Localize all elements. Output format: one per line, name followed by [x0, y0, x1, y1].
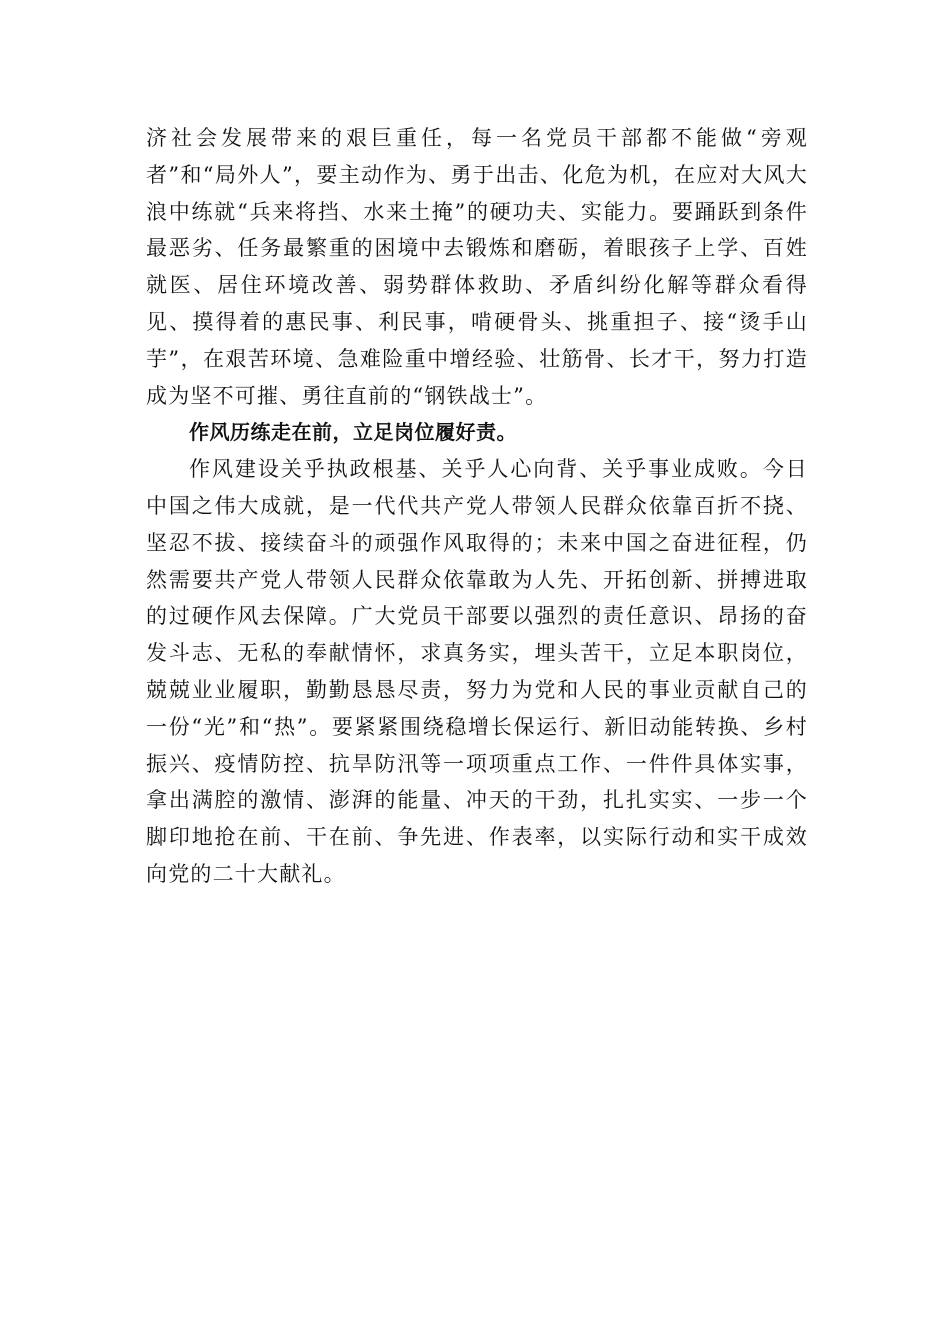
- section-heading: 作风历练走在前，立足岗位履好责。: [189, 420, 517, 445]
- paragraph-body: 作风建设关乎执政根基、关乎人心向背、关乎事业成败。今日中国之伟大成就，是一代代共产党人带领人民群众依靠百折不挠、坚忍不拔、接续奋斗的顽强作风取得的；未来中国之奋进征程，仍然需要共产党人带领人民群众依靠敢为人先、开拓创新、拼搏进取的过硬作风去保障。广大党员干部要以强烈的责任意识、昂扬的奋发斗志、无私的奉献情怀，求真务实，埋头苦干，立足本职岗位，兢兢业业履职，勤勤恳恳尽责，努力为党和人民的事业贡献自己的一份“光”和“热”。要紧紧围绕稳增长保运行、新旧动能转换、乡村振兴、疫情防控、抗旱防汛等一项项重点工作、一件件具体实事，拿出满腔的激情、澎湃的能量、冲天的干劲，扎扎实实、一步一个脚印地抢在前、干在前、争先进、作表率，以实际行动和实干成效向党的二十大献礼。: [146, 457, 808, 886]
- paragraph-continuation: 济社会发展带来的艰巨重任，每一名党员干部都不能做“旁观者”和“局外人”，要主动作为、勇于出击、化危为机，在应对大风大浪中练就“兵来将挡、水来土掩”的硬功夫、实能力。要踊跃到条件最恶劣、任务最繁重的困境中去锻炼和磨砺，着眼孩子上学、百姓就医、居住环境改善、弱势群体救助、矛盾纠纷化解等群众看得见、摸得着的惠民事、利民事，啃硬骨头、挑重担子、接“烫手山芋”，在艰苦环境、急难险重中增经验、壮筋骨、长才干，努力打造成为坚不可摧、勇往直前的“钢铁战士”。: [146, 126, 808, 408]
- document-body: [146, 120, 808, 893]
